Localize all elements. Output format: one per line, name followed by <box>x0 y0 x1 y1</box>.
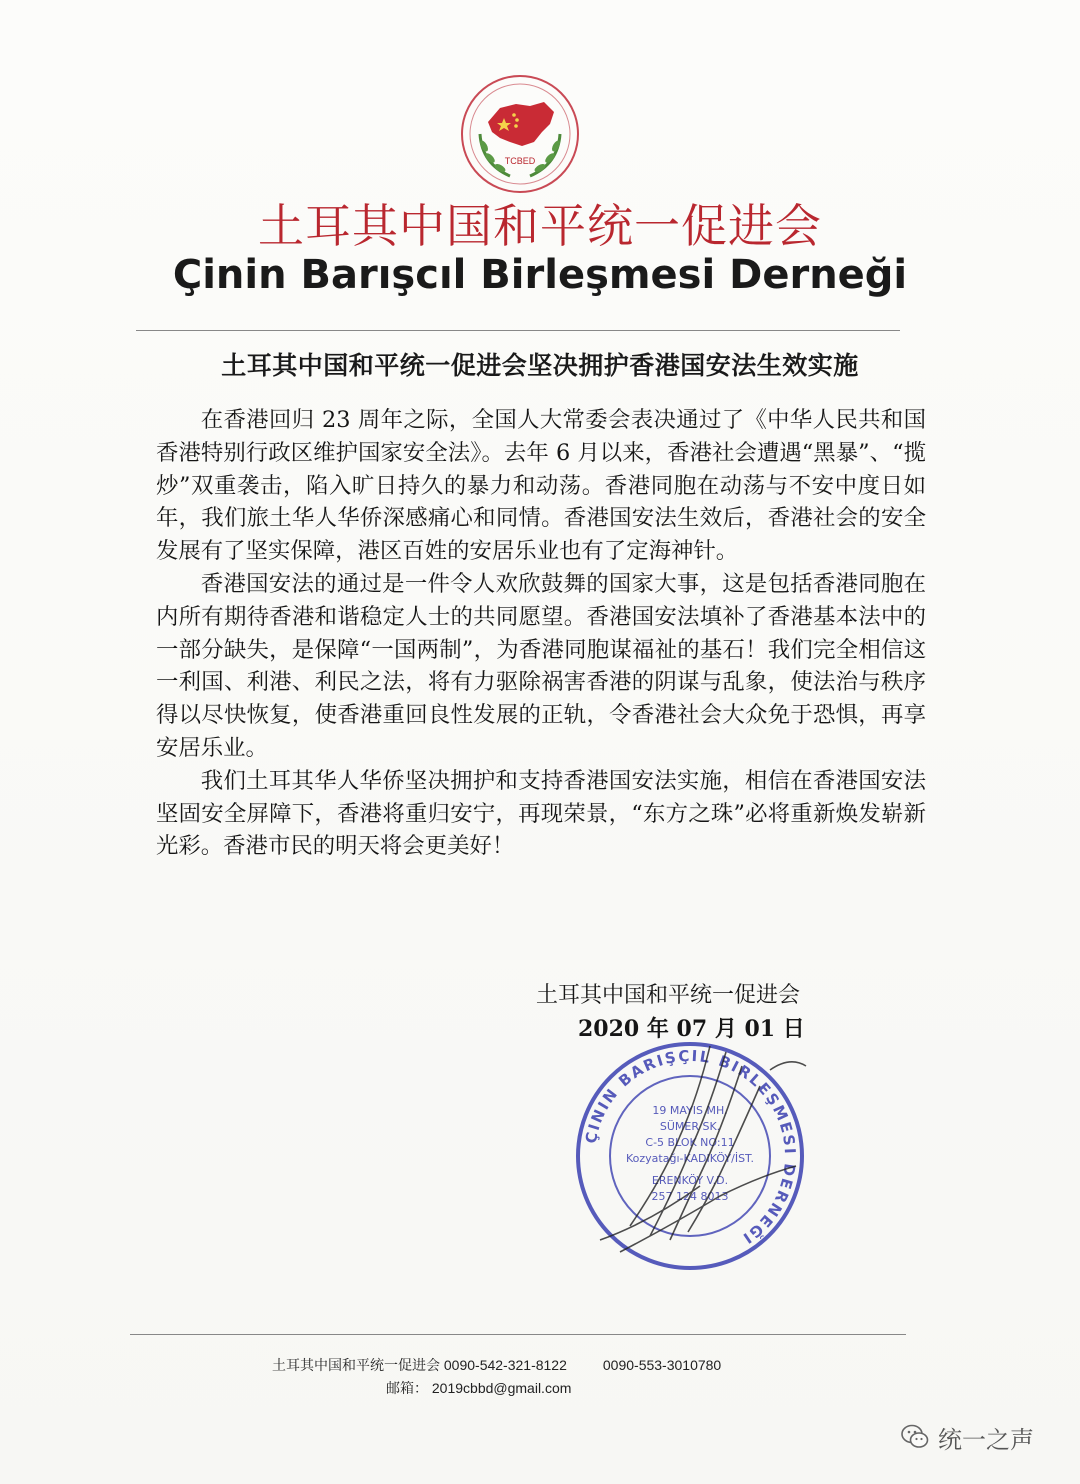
organization-name-turkish: Çinin Barışcıl Birleşmesi Derneği <box>172 252 908 298</box>
svg-text:ERENKÖY V.D.: ERENKÖY V.D. <box>651 1174 729 1187</box>
footer-divider <box>130 1334 906 1335</box>
paragraph-3: 我们土耳其华人华侨坚决拥护和支持香港国安法实施，相信在香港国安法坚固安全屏障下，香港将重归安宁，再现荣景，“东方之珠”必将重新焕发崭新光彩。香港市民的明天将会更美好！ <box>156 767 926 860</box>
footer-email-label: 邮箱： <box>386 1380 428 1396</box>
svg-text:19 MAYIS MH.: 19 MAYIS MH. <box>652 1104 728 1117</box>
signature-date: 2020 年 07 月 01 日 <box>578 1016 805 1042</box>
document-body <box>156 404 926 863</box>
footer-contact-line <box>272 1355 721 1375</box>
footer-email: 2019cbbd@gmail.com <box>431 1380 572 1396</box>
official-stamp-icon <box>560 1026 820 1286</box>
paragraph-1: 在香港回归 23 周年之际，全国人大常委会表决通过了《中华人民共和国香港特别行政区维护国家安全法》。去年 6 月以来，香港社会遭遇“黑暴”、“揽炒”双重袭击，陷入旷日持久的暴力和动荡。香港同胞在动荡与不安中度日如年，我们旅土华人华侨深感痛心和同情。香港国安法生效后，香港社会的安全发展有了坚实保障，港区百姓的安居乐业也有了定海神针。 <box>156 407 926 565</box>
svg-text:SÜMER SK.: SÜMER SK. <box>659 1120 721 1133</box>
watermark <box>900 1420 1034 1454</box>
footer-phone-1: 0090-542-321-8122 <box>443 1357 567 1373</box>
footer-email-line <box>386 1378 571 1398</box>
wechat-icon <box>900 1422 930 1452</box>
organization-logo-icon <box>458 72 582 196</box>
signature-organization: 土耳其中国和平统一促进会 <box>536 983 801 1008</box>
svg-text:TCBED: TCBED <box>504 156 536 166</box>
footer-organization: 土耳其中国和平统一促进会 <box>272 1357 440 1373</box>
svg-text:Kozyatağı-KADIKÖY/İST.: Kozyatağı-KADIKÖY/İST. <box>626 1152 754 1165</box>
svg-text:C-5 BLOK NO:11: C-5 BLOK NO:11 <box>645 1136 735 1149</box>
watermark-text: 统一之声 <box>938 1425 1034 1454</box>
svg-text:ÇININ BARIŞÇIL BIRLEŞMESI DERN: ÇININ BARIŞÇIL BIRLEŞMESI DERNEĞI <box>581 1046 800 1249</box>
organization-name-chinese: 土耳其中国和平统一促进会 <box>258 199 822 253</box>
paragraph-2: 香港国安法的通过是一件令人欢欣鼓舞的国家大事，这是包括香港同胞在内所有期待香港和谐稳定人士的共同愿望。香港国安法填补了香港基本法中的一部分缺失，是保障“一国两制”，为香港同胞谋福祉的基石！我们完全相信这一利国、利港、利民之法，将有力驱除祸害香港的阴谋与乱象，使法治与秩序得以尽快恢复，使香港重回良性发展的正轨，令香港社会大众免于恐惧，再享安居乐业。 <box>156 570 926 761</box>
document-title: 土耳其中国和平统一促进会坚决拥护香港国安法生效实施 <box>221 351 859 380</box>
footer-phone-2: 0090-553-3010780 <box>602 1357 722 1373</box>
header-divider <box>136 330 900 331</box>
svg-text:257 124 8013: 257 124 8013 <box>651 1190 729 1203</box>
